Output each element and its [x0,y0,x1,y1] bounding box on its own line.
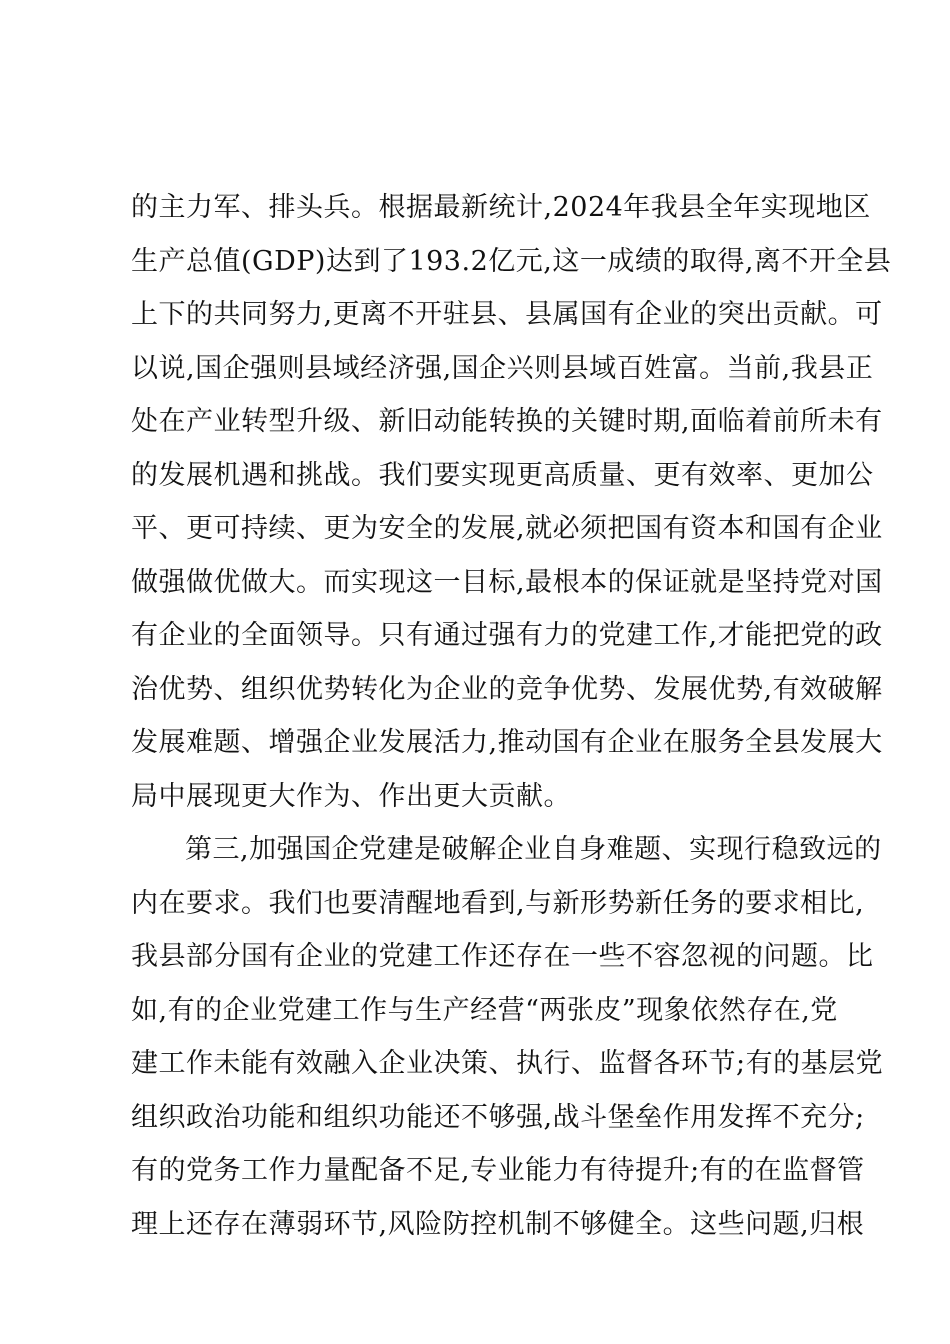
text-line: 建工作未能有效融入企业决策、执行、监督各环节;有的基层党 [131,1048,884,1079]
text-line: 有的党务工作力量配备不足,专业能力有待提升;有的在监督管 [131,1155,865,1186]
paragraph-1 [131,181,892,823]
text-line: 以说,国企强则县域经济强,国企兴则县域百姓富。当前,我县正 [131,352,874,384]
text-line: 生产总值(GDP)达到了193.2亿元,这一成绩的取得,离不开全县 [131,245,892,277]
text-line: 做强做优做大。而实现这一目标,最根本的保证就是坚持党对国 [131,566,883,598]
text-line: 的发展机遇和挑战。我们要实现更高质量、更有效率、更加公 [131,459,874,491]
text-line: 平、更可持续、更为安全的发展,就必须把国有资本和国有企业 [131,513,883,544]
text-line: 治优势、组织优势转化为企业的竞争优势、发展优势,有效破解 [131,673,883,705]
text-line: 上下的共同努力,更离不开驻县、县属国有企业的突出贡献。可 [131,299,883,330]
paragraph-2 [131,823,884,1251]
text-line: 如,有的企业党建工作与生产经营“两张皮”现象依然存在,党 [131,994,838,1026]
text-line: 我县部分国有企业的党建工作还存在一些不容忽视的问题。比 [131,941,874,972]
text-line: 理上还存在薄弱环节,风险防控机制不够健全。这些问题,归根 [131,1208,865,1240]
text-line: 发展难题、增强企业发展活力,推动国有企业在服务全县发展大 [131,727,883,758]
text-line: 的主力军、排头兵。根据最新统计,2024年我县全年实现地区 [131,192,871,223]
text-line: 局中展现更大作为、作出更大贡献。 [131,780,571,812]
text-line: 内在要求。我们也要清醒地看到,与新形势新任务的要求相比, [131,887,865,919]
text-line: 第三,加强国企党建是破解企业自身难题、实现行稳致远的 [185,834,882,865]
text-line: 组织政治功能和组织功能还不够强,战斗堡垒作用发挥不充分; [131,1101,865,1133]
text-line: 处在产业转型升级、新旧动能转换的关键时期,面临着前所未有 [131,406,883,437]
body-text [131,181,892,1251]
text-line: 有企业的全面领导。只有通过强有力的党建工作,才能把党的政 [131,620,883,651]
